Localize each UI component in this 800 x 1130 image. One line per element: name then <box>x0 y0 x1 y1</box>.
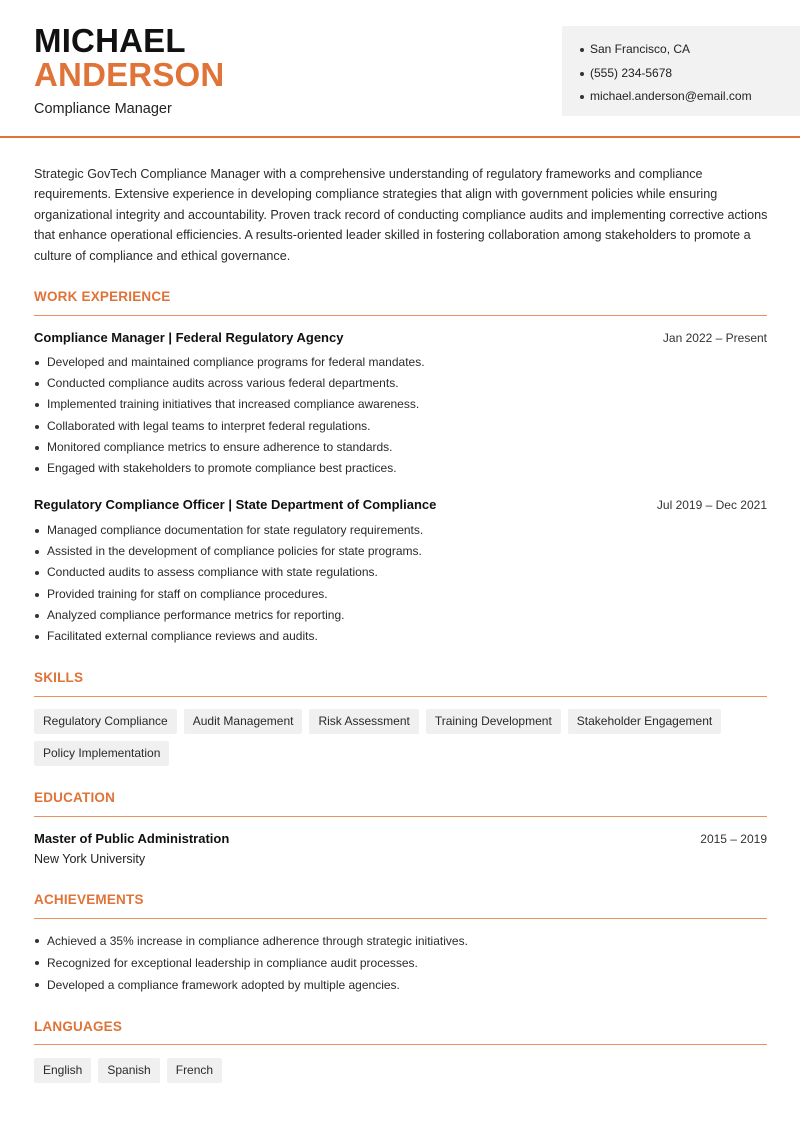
last-name: ANDERSON <box>34 56 225 93</box>
list-item: Developed and maintained compliance programs for federal mandates. <box>34 352 754 373</box>
list-item: Achieved a 35% increase in compliance adherence through strategic initiatives. <box>34 930 754 952</box>
achievements-list <box>34 930 754 996</box>
job-title: Compliance Manager <box>34 101 172 117</box>
language-chip: French <box>167 1058 222 1083</box>
contact-phone: (555) 234-5678 <box>580 62 800 86</box>
language-chip: Spanish <box>98 1058 159 1083</box>
list-item: Conducted audits to assess compliance with state regulations. <box>34 562 754 583</box>
school-name: New York University <box>34 852 146 866</box>
list-item: Engaged with stakeholders to promote compliance best practices. <box>34 458 754 479</box>
degree-title: Master of Public Administration <box>34 831 230 846</box>
contact-location: San Francisco, CA <box>580 38 800 62</box>
list-item: Facilitated external compliance reviews and audits. <box>34 626 754 647</box>
list-item: Recognized for exceptional leadership in compliance audit processes. <box>34 952 754 974</box>
professional-summary: Strategic GovTech Compliance Manager with a comprehensive understanding of regulatory frameworks and compliance requirements. Extensive experience in developing compliance strategies that align with government policies while ensuring organizational integrity and accountability. Proven track record of conducting compliance audits and implementing corrective actions that enhance operational efficiencies. A results-oriented leader skilled in fostering collaboration among stakeholders to promote a culture of compliance and ethical governance. <box>34 167 768 263</box>
resume-header <box>0 0 800 138</box>
job-title-2: Regulatory Compliance Officer | State Department of Compliance <box>34 497 437 512</box>
list-item: Analyzed compliance performance metrics for reporting. <box>34 605 754 626</box>
skill-chip: Risk Assessment <box>309 709 418 734</box>
contact-list <box>562 26 800 109</box>
job-dates-1: Jan 2022 – Present <box>662 331 767 345</box>
section-divider <box>34 696 767 697</box>
list-item: Implemented training initiatives that increased compliance awareness. <box>34 394 754 415</box>
list-item: Assisted in the development of compliance policies for state programs. <box>34 541 754 562</box>
education-heading: EDUCATION <box>34 790 116 805</box>
languages-list <box>34 1058 769 1090</box>
list-item: Collaborated with legal teams to interpret federal regulations. <box>34 416 754 437</box>
skill-chip: Regulatory Compliance <box>34 709 177 734</box>
list-item: Monitored compliance metrics to ensure adherence to standards. <box>34 437 754 458</box>
job-bullets-2 <box>34 520 754 647</box>
contact-email: michael.anderson@email.com <box>580 85 800 109</box>
section-divider <box>34 1044 767 1045</box>
list-item: Conducted compliance audits across various federal departments. <box>34 373 754 394</box>
contact-box <box>562 26 800 116</box>
section-divider <box>34 918 767 919</box>
languages-heading: LANGUAGES <box>34 1019 123 1034</box>
first-name: MICHAEL <box>34 22 186 59</box>
job-dates-2: Jul 2019 – Dec 2021 <box>656 498 767 512</box>
skill-chip: Audit Management <box>184 709 303 734</box>
skill-chip: Training Development <box>426 709 561 734</box>
list-item: Provided training for staff on compliance procedures. <box>34 584 754 605</box>
education-dates: 2015 – 2019 <box>700 832 767 846</box>
list-item: Developed a compliance framework adopted by multiple agencies. <box>34 974 754 996</box>
skills-list <box>34 709 769 773</box>
section-divider <box>34 816 767 817</box>
list-item: Managed compliance documentation for state regulatory requirements. <box>34 520 754 541</box>
skill-chip: Policy Implementation <box>34 741 169 766</box>
job-bullets-1 <box>34 352 754 479</box>
language-chip: English <box>34 1058 91 1083</box>
section-divider <box>34 315 767 316</box>
job-title-1: Compliance Manager | Federal Regulatory Agency <box>34 330 344 345</box>
skills-heading: SKILLS <box>34 670 84 685</box>
work-experience-heading: WORK EXPERIENCE <box>34 289 171 304</box>
achievements-heading: ACHIEVEMENTS <box>34 892 144 907</box>
skill-chip: Stakeholder Engagement <box>568 709 721 734</box>
